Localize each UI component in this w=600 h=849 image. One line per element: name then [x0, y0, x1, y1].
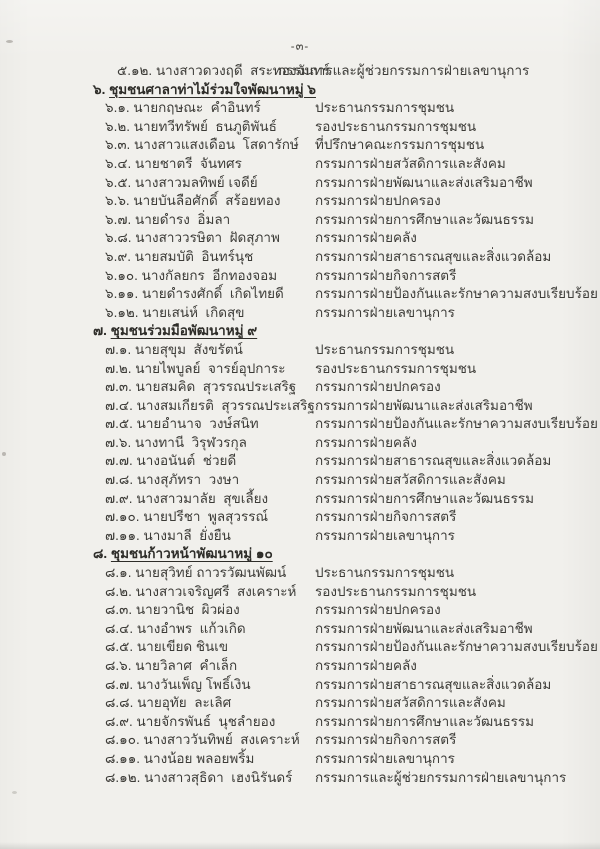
member-role: กรรมการฝ่ายคลัง	[315, 230, 417, 246]
member-row	[105, 620, 586, 639]
member-role: กรรมการฝ่ายการศึกษาและวัฒนธรรม	[315, 490, 535, 506]
member-number-name: ๘.๑๑. นางน้อย พลอยพริ้ม	[105, 750, 255, 766]
member-row	[105, 174, 586, 193]
member-number-name: ๖.๙. นายสมบัติ อินทร์นุช	[105, 248, 254, 264]
community-section-7	[93, 322, 598, 545]
member-row	[105, 583, 586, 602]
member-role: กรรมการฝ่ายป้องกันและรักษาความสงบเรียบร้อย	[315, 639, 598, 655]
member-row	[105, 267, 586, 286]
member-row	[105, 750, 586, 769]
member-number-name: ๗.๑๐. นายปรีชา พูลสุวรรณ์	[105, 509, 269, 525]
member-number-name: ๖.๔. นายชาตรี จันทศร	[105, 155, 242, 171]
member-role: รองประธานกรรมการชุมชน	[315, 360, 477, 376]
member-number-name: ๘.๖. นายวิลาศ คำเล็ก	[105, 658, 238, 673]
member-role: กรรมการฝ่ายพัฒนาและส่งเสริมอาชีพ	[315, 620, 533, 636]
scan-artifact	[12, 791, 17, 794]
member-row	[105, 304, 586, 323]
member-role: กรรมการฝ่ายกิจการสตรี	[315, 732, 457, 748]
member-row	[105, 452, 586, 471]
member-role: กรรมการฝ่ายป้องกันและรักษาความสงบเรียบร้อย	[315, 286, 598, 302]
member-row	[105, 155, 586, 174]
member-row	[105, 601, 586, 620]
member-number-name: ๕.๑๒. นางสาวดวงฤดี สระทองจันทร์	[117, 63, 330, 78]
member-role: กรรมการฝ่ายคลัง	[315, 434, 417, 450]
member-role: กรรมการและผู้ช่วยกรรมการฝ่ายเลขานุการ	[278, 63, 530, 78]
member-number-name: ๖.๑๐. นางกัลยกร อีกทองจอม	[105, 267, 278, 283]
member-number-name: ๖.๖. นายบันลือศักดิ์ สร้อยทอง	[105, 193, 281, 209]
member-role: กรรมการฝ่ายสวัสดิการและสังคม	[315, 472, 506, 488]
member-row	[105, 694, 586, 713]
member-row	[105, 360, 586, 379]
member-role: กรรมการฝ่ายพัฒนาและส่งเสริมอาชีพ	[315, 174, 533, 190]
member-role: ประธานกรรมการชุมชน	[315, 341, 455, 357]
member-role: กรรมการฝ่ายเลขานุการ	[315, 304, 455, 320]
member-row	[105, 713, 586, 732]
member-number-name: ๘.๗. นางวันเพ็ญ โพธิ์เงิน	[105, 676, 251, 692]
member-number-name: ๗.๑. นายสุขุม สังขรัตน์	[105, 341, 243, 357]
member-row	[105, 415, 598, 434]
member-number-name: ๗.๔. นางสมเกียรติ สุวรรณประเสริฐ	[105, 397, 315, 413]
member-number-name: ๗.๘. นางสุภัทรา วงษา	[105, 472, 240, 488]
member-number-name: ๖.๓. นางสาวแสงเดือน โสดารักษ์	[105, 137, 299, 153]
member-role: ประธานกรรมการชุมชน	[315, 565, 455, 581]
member-role: กรรมการฝ่ายสวัสดิการและสังคม	[315, 155, 506, 171]
member-number-name: ๘.๕. นายเขียด ชินเข	[105, 639, 229, 655]
member-row	[105, 490, 586, 509]
member-number-name: ๗.๓. นายสมคิด สุวรรณประเสริฐ	[105, 379, 297, 395]
member-row	[105, 527, 586, 546]
member-role: กรรมการฝ่ายปกครอง	[315, 379, 441, 395]
member-row	[105, 508, 586, 527]
member-number-name: ๘.๙. นายจักรพันธ์ นุชลำยอง	[105, 713, 276, 729]
member-role: กรรมการฝ่ายป้องกันและรักษาความสงบเรียบร้อย	[315, 416, 598, 432]
member-number-name: ๗.๕. นายอำนาจ วงษ์สนิท	[105, 416, 259, 432]
member-role: กรรมการฝ่ายคลัง	[315, 658, 417, 673]
member-number-name: ๖.๑๒. นายเสน่ห์ เกิดสุข	[105, 304, 245, 320]
member-number-name: ๗.๑๑. นางมาลี ยั่งยืน	[105, 527, 231, 543]
section-title: ชุมชนศาลาท่าไม้ร่วมใจพัฒนาหมู่ ๖	[109, 81, 316, 97]
member-row	[105, 248, 586, 267]
member-row	[105, 397, 586, 416]
member-role: รองประธานกรรมการชุมชน	[315, 118, 477, 134]
member-number-name: ๗.๖. นางทานี วิรุฬวรกุล	[105, 434, 247, 450]
member-role: กรรมการฝ่ายการศึกษาและวัฒนธรรม	[315, 713, 535, 729]
member-role: กรรมการฝ่ายสาธารณสุขและสิ่งแวดล้อม	[315, 676, 552, 692]
member-role: กรรมการฝ่ายกิจการสตรี	[315, 509, 457, 525]
section-title: ชุมชนร่วมมือพัฒนาหมู่ ๙	[110, 323, 258, 339]
member-row	[105, 62, 586, 81]
member-number-name: ๘.๑. นายสุวิทย์ ถาวรวัฒนพัฒน์	[105, 565, 287, 581]
member-row	[105, 564, 586, 583]
member-role: กรรมการฝ่ายเลขานุการ	[315, 750, 455, 766]
member-row	[105, 99, 586, 118]
member-number-name: ๖.๑๑. นายดำรงศักดิ์ เกิดไทยดี	[105, 286, 284, 302]
member-number-name: ๗.๗. นางอนันต์ ช่วยดี	[105, 453, 237, 469]
community-section-8	[93, 545, 598, 787]
page-number: -๓-	[290, 41, 310, 53]
member-role: กรรมการฝ่ายสวัสดิการและสังคม	[315, 695, 506, 711]
carryover-rows	[105, 62, 586, 81]
community-section-6	[93, 81, 598, 323]
section-title: ชุมชนก้าวหน้าพัฒนาหมู่ ๑๐	[110, 546, 273, 562]
member-row	[105, 229, 586, 248]
member-row	[105, 211, 586, 230]
member-number-name: ๘.๔. นางอำพร แก้วเกิด	[105, 620, 246, 636]
member-row	[105, 136, 586, 155]
member-number-name: ๖.๗. นายดำรง อิ่มลา	[105, 211, 231, 227]
member-number-name: ๘.๘. นายอุทัย ละเลิศ	[105, 695, 232, 711]
member-number-name: ๖.๒. นายทวีทรัพย์ ธนภูติพันธ์	[105, 118, 277, 134]
member-number-name: ๗.๙. นางสาวมาลัย สุขเลี้ยง	[105, 490, 269, 506]
section-number: ๘.	[93, 546, 111, 562]
member-row	[105, 378, 586, 397]
member-number-name: ๘.๑๐. นางสาววันทิพย์ สงเคราะห์	[105, 732, 300, 748]
member-number-name: ๘.๑๒. นางสาวสุธิดา เฮงนิรันดร์	[105, 769, 293, 785]
member-row	[105, 341, 586, 360]
scan-artifact	[6, 40, 13, 43]
member-number-name: ๗.๒. นายไพบูลย์ จารย์อุปการะ	[105, 360, 286, 376]
section-header	[93, 81, 586, 100]
section-number: ๗.	[93, 323, 111, 339]
member-role: กรรมการฝ่ายสาธารณสุขและสิ่งแวดล้อม	[315, 248, 552, 264]
member-row	[105, 676, 586, 695]
member-role: ที่ปรึกษาคณะกรรมการชุมชน	[315, 137, 485, 153]
member-role: กรรมการฝ่ายพัฒนาและส่งเสริมอาชีพ	[315, 397, 533, 413]
section-number: ๖.	[93, 81, 110, 97]
member-row	[105, 471, 586, 490]
member-role: กรรมการฝ่ายเลขานุการ	[315, 527, 455, 543]
scan-artifact	[2, 452, 6, 456]
member-number-name: ๘.๓. นายวานิช ผิวผ่อง	[105, 602, 240, 618]
member-role: ประธานกรรมการชุมชน	[315, 100, 455, 116]
member-row	[105, 285, 598, 304]
member-role: รองประธานกรรมการชุมชน	[315, 583, 477, 599]
scan-edge-shadow	[0, 842, 600, 849]
member-row	[105, 192, 586, 211]
member-row	[105, 434, 586, 453]
section-header	[93, 545, 586, 564]
document-content	[93, 62, 598, 787]
member-role: กรรมการฝ่ายปกครอง	[315, 193, 441, 209]
member-row	[105, 769, 586, 788]
member-role: กรรมการฝ่ายกิจการสตรี	[315, 267, 457, 283]
member-row	[105, 118, 586, 137]
member-number-name: ๘.๒. นางสาวเจริญศรี สงเคราะห์	[105, 583, 297, 599]
section-header	[93, 322, 586, 341]
member-row	[105, 657, 586, 676]
member-row	[105, 731, 586, 750]
member-role: กรรมการและผู้ช่วยกรรมการฝ่ายเลขานุการ	[315, 769, 567, 785]
member-number-name: ๖.๘. นางสาววรษิตา ฝัดสุภาพ	[105, 230, 280, 246]
member-number-name: ๖.๑. นายกฤษณะ คำอินทร์	[105, 100, 261, 116]
member-row	[105, 638, 598, 657]
member-role: กรรมการฝ่ายปกครอง	[315, 602, 441, 618]
member-role: กรรมการฝ่ายสาธารณสุขและสิ่งแวดล้อม	[315, 453, 552, 469]
member-number-name: ๖.๕. นางสาวมลทิพย์ เจดีย์	[105, 174, 258, 190]
member-role: กรรมการฝ่ายการศึกษาและวัฒนธรรม	[315, 211, 535, 227]
